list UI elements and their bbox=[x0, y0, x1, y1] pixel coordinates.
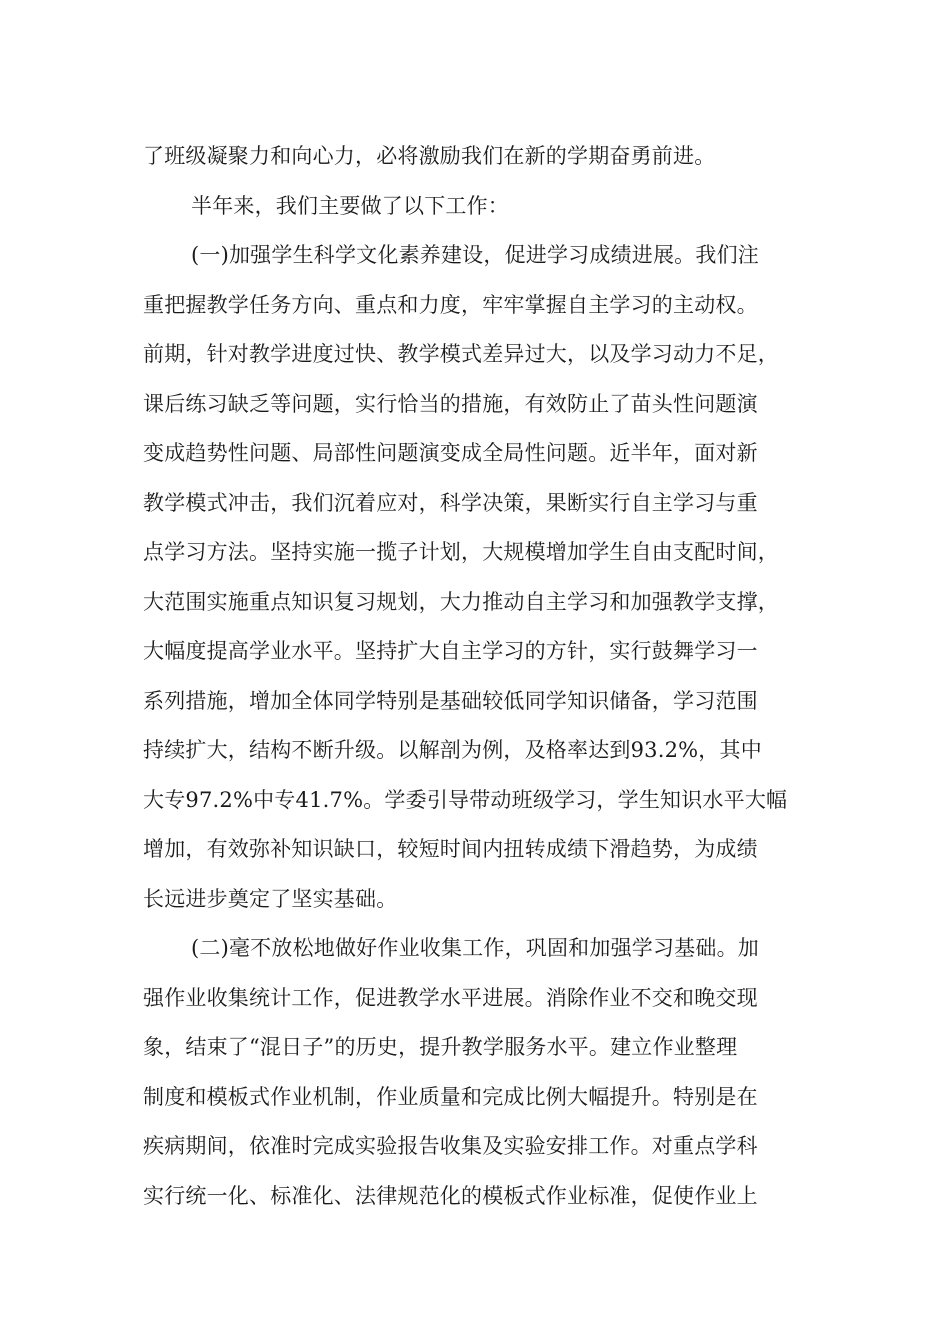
paragraph-line: 课后练习缺乏等问题，实行恰当的措施，有效防止了苗头性问题演 bbox=[143, 391, 758, 416]
paragraph-line: 长远进步奠定了坚实基础。 bbox=[143, 886, 398, 911]
paragraph-line: 半年来，我们主要做了以下工作： bbox=[191, 193, 509, 218]
document-body bbox=[143, 132, 815, 1221]
paragraph-line: 系列措施，增加全体同学特别是基础较低同学知识储备，学习范围 bbox=[143, 688, 758, 713]
paragraph-line: 疾病期间，依准时完成实验报告收集及实验安排工作。对重点学科 bbox=[143, 1134, 758, 1158]
paragraph-line: 大专97.2%中专41.7%。学委引导带动班级学习，学生知识水平大幅 bbox=[143, 787, 788, 812]
paragraph-line: 教学模式冲击，我们沉着应对，科学决策，果断实行自主学习与重 bbox=[143, 490, 758, 515]
paragraph-line: 了班级凝聚力和向心力，必将激励我们在新的学期奋勇前进。 bbox=[143, 144, 716, 168]
paragraph-line: (一)加强学生科学文化素养建设，促进学习成绩进展。我们注 bbox=[191, 243, 759, 267]
paragraph-line: 大幅度提高学业水平。坚持扩大自主学习的方针，实行鼓舞学习一 bbox=[143, 639, 758, 663]
paragraph-line: 强作业收集统计工作，促进教学水平进展。消除作业不交和晚交现 bbox=[143, 985, 758, 1010]
paragraph-line: 大范围实施重点知识复习规划，大力推动自主学习和加强教学支撑， bbox=[143, 589, 779, 614]
paragraph-line: 实行统一化、标准化、法律规范化的模板式作业标准，促使作业上 bbox=[143, 1183, 758, 1208]
paragraph-line: 变成趋势性问题、局部性问题演变成全局性问题。近半年，面对新 bbox=[143, 441, 758, 465]
paragraph-line: 象，结束了“混日子”的历史，提升教学服务水平。建立作业整理 bbox=[143, 1035, 738, 1059]
paragraph-line: 前期，针对教学进度过快、教学模式差异过大，以及学习动力不足， bbox=[143, 342, 779, 366]
paragraph-line: 持续扩大，结构不断升级。以解剖为例，及格率达到93.2%，其中 bbox=[143, 738, 762, 762]
paragraph-line: 重把握教学任务方向、重点和力度，牢牢掌握自主学习的主动权。 bbox=[143, 292, 758, 317]
paragraph-line: 增加，有效弥补知识缺口，较短时间内扭转成绩下滑趋势，为成绩 bbox=[143, 837, 758, 861]
paragraph-line: (二)毫不放松地做好作业收集工作，巩固和加强学习基础。加 bbox=[191, 936, 759, 960]
paragraph-line: 点学习方法。坚持实施一揽子计划，大规模增加学生自由支配时间， bbox=[143, 540, 779, 564]
paragraph-line: 制度和模板式作业机制，作业质量和完成比例大幅提升。特别是在 bbox=[143, 1084, 758, 1109]
